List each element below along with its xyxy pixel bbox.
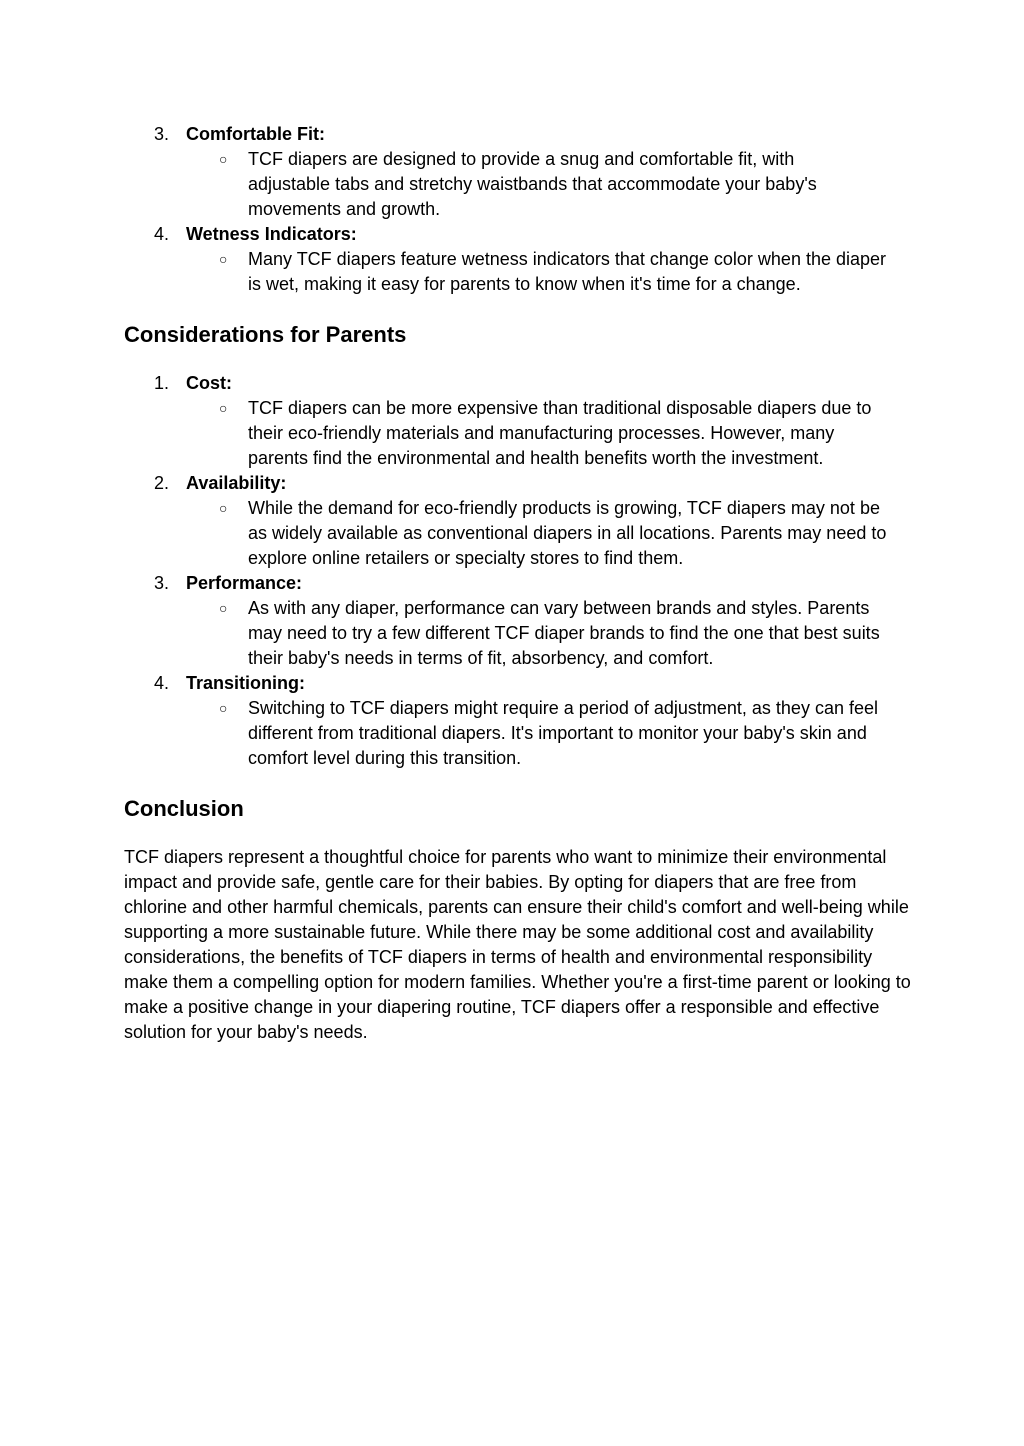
sub-bullet: [124, 396, 894, 471]
sub-bullet: [124, 696, 902, 771]
list-item-head: [124, 471, 914, 496]
hollow-circle-bullet-icon: ○: [219, 600, 228, 616]
sub-bullet: [124, 147, 844, 222]
list-item-title: Availability:: [186, 473, 287, 493]
section-heading-conclusion: Conclusion: [124, 796, 244, 821]
hollow-circle-bullet-icon: ○: [219, 151, 228, 167]
conclusion-paragraph: TCF diapers represent a thoughtful choice for parents who want to minimize their environmental impact and provide safe, gentle care for their babies. By opting for diapers that are free from chlorine and other harmful chemicals, parents can ensure their child's comfort and well-being while supporting a more sustainable future. While there may be some additional cost and availability considerations, the benefits of TCF diapers in terms of health and environmental responsibility make them a compelling option for modern families. Whether you're a first-time parent or looking to make a positive change in your diapering routine, TCF diapers offer a responsible and effective solution for your baby's needs.: [124, 847, 911, 1042]
list-item: [124, 122, 914, 222]
list-number: 3.: [154, 124, 170, 144]
considerations-list: [124, 371, 914, 771]
list-number: 2.: [154, 473, 170, 493]
list-item: [124, 571, 914, 671]
sub-bullet: [124, 247, 892, 297]
sub-bullet-text: TCF diapers are designed to provide a snug and comfortable fit, with adjustable tabs and stretchy waistbands that accommodate your baby's movements and growth.: [248, 149, 817, 219]
list-item-head: [124, 222, 914, 247]
list-item: [124, 371, 914, 471]
list-item-title: Cost:: [186, 373, 232, 393]
list-item-title: Wetness Indicators:: [186, 224, 357, 244]
list-number: 1.: [154, 373, 170, 393]
hollow-circle-bullet-icon: ○: [219, 500, 228, 516]
list-number: 3.: [154, 573, 170, 593]
sub-bullet: [124, 596, 902, 671]
hollow-circle-bullet-icon: ○: [219, 251, 228, 267]
list-item-title: Performance:: [186, 573, 303, 593]
sub-bullet-text: TCF diapers can be more expensive than traditional disposable diapers due to their eco-friendly materials and manufacturing processes. However, many parents find the environmental and health benefits worth the investment.: [248, 398, 872, 468]
sub-bullet-text: While the demand for eco-friendly products is growing, TCF diapers may not be as widely available as conventional diapers in all locations. Parents may need to explore online retailers or specialty stores to find them.: [248, 498, 887, 568]
list-item-head: [124, 122, 914, 147]
sub-bullet-text: Switching to TCF diapers might require a period of adjustment, as they can feel different from traditional diapers. It's important to monitor your baby's skin and comfort level during this transition.: [248, 698, 878, 768]
section-heading-considerations: Considerations for Parents: [124, 322, 407, 347]
list-number: 4.: [154, 224, 170, 244]
list-number: 4.: [154, 673, 170, 693]
list-item-head: [124, 671, 914, 696]
list-item-head: [124, 371, 914, 396]
sub-bullet-text: As with any diaper, performance can vary between brands and styles. Parents may need to try a few different TCF diaper brands to find the one that best suits their baby's needs in terms of fit, absorbency, and comfort.: [248, 598, 880, 668]
list-item-title: Transitioning:: [186, 673, 305, 693]
list-item: [124, 671, 914, 771]
features-list: [124, 122, 914, 297]
hollow-circle-bullet-icon: ○: [219, 400, 228, 416]
hollow-circle-bullet-icon: ○: [219, 700, 228, 716]
list-item: [124, 222, 914, 297]
sub-bullet: [124, 496, 894, 571]
list-item: [124, 471, 914, 571]
list-item-title: Comfortable Fit:: [186, 124, 325, 144]
list-item-head: [124, 571, 914, 596]
sub-bullet-text: Many TCF diapers feature wetness indicators that change color when the diaper is wet, making it easy for parents to know when it's time for a change.: [248, 249, 887, 294]
